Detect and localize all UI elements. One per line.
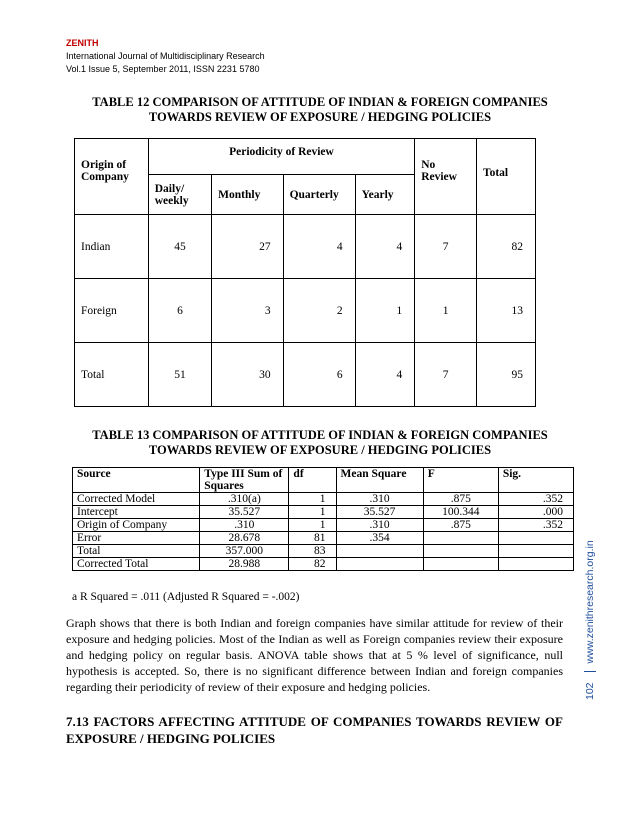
t13-cell-source: Error xyxy=(73,532,200,545)
t12-cell: 51 xyxy=(148,343,211,407)
t13-cell: .352 xyxy=(498,519,573,532)
t12-header-daily: Daily/ weekly xyxy=(148,175,211,215)
t12-cell: 95 xyxy=(476,343,535,407)
t13-header-ms: Mean Square xyxy=(336,468,423,493)
t12-cell: 4 xyxy=(355,343,415,407)
table-row xyxy=(73,506,574,519)
t13-cell: .352 xyxy=(498,493,573,506)
t13-cell: 1 xyxy=(289,519,336,532)
table-row xyxy=(75,279,536,343)
t13-cell: .000 xyxy=(498,506,573,519)
t12-cell: 6 xyxy=(283,343,355,407)
t12-cell: 30 xyxy=(212,343,283,407)
t12-cell: 45 xyxy=(148,215,211,279)
t13-cell: .310 xyxy=(336,493,423,506)
table13 xyxy=(72,467,574,571)
t12-cell-label: Total xyxy=(75,343,149,407)
journal-issue: Vol.1 Issue 5, September 2011, ISSN 2231 5780 xyxy=(66,64,260,74)
t12-cell: 2 xyxy=(283,279,355,343)
t13-cell xyxy=(423,558,498,571)
page-number: 102 xyxy=(584,671,596,700)
table12-title: TABLE 12 COMPARISON OF ATTITUDE OF INDIAN & FOREIGN COMPANIES TOWARDS REVIEW OF EXPOSURE / HEDGING POLICIES xyxy=(92,95,548,124)
t12-header-quarterly: Quarterly xyxy=(283,175,355,215)
table-row xyxy=(75,215,536,279)
t13-cell: 357.000 xyxy=(200,545,289,558)
t12-cell: 13 xyxy=(476,279,535,343)
t13-cell-source: Total xyxy=(73,545,200,558)
t13-cell: .875 xyxy=(423,493,498,506)
t12-cell-label: Indian xyxy=(75,215,149,279)
t13-cell: 35.527 xyxy=(336,506,423,519)
t13-cell-source: Intercept xyxy=(73,506,200,519)
t13-cell: 100.344 xyxy=(423,506,498,519)
section-heading: 7.13 FACTORS AFFECTING ATTITUDE OF COMPANIES TOWARDS REVIEW OF EXPOSURE / HEDGING POLICIES xyxy=(66,714,563,746)
t12-cell: 3 xyxy=(212,279,283,343)
t12-header-total: Total xyxy=(476,139,535,215)
table13-footnote: a R Squared = .011 (Adjusted R Squared = -.002) xyxy=(72,591,300,603)
t12-cell: 82 xyxy=(476,215,535,279)
table-row xyxy=(73,558,574,571)
t12-cell: 7 xyxy=(415,343,477,407)
t13-cell xyxy=(498,545,573,558)
t13-cell xyxy=(423,545,498,558)
t13-header-ss: Type III Sum of Squares xyxy=(200,468,289,493)
t13-cell xyxy=(498,558,573,571)
t13-header-df: df xyxy=(289,468,336,493)
table-row xyxy=(73,519,574,532)
t13-header-sig: Sig. xyxy=(498,468,573,493)
t12-cell: 1 xyxy=(415,279,477,343)
body-paragraph: Graph shows that there is both Indian and foreign companies have similar attitude for review of their exposure and hedging policies. Most of the Indian as well as Foreign companies review their exposure and hedging policy on regular basis. ANOVA table shows that at 5 % level of significance, null hypothesis is accepted. So, there is no significant difference between Indian and foreign companies regarding their periodicity of review of their exposure and hedging policies. xyxy=(66,616,563,694)
table12 xyxy=(74,138,536,407)
t12-header-monthly: Monthly xyxy=(212,175,283,215)
journal-subtitle: International Journal of Multidisciplinary Research xyxy=(66,51,265,61)
t12-header-yearly: Yearly xyxy=(355,175,415,215)
t13-cell xyxy=(336,558,423,571)
t13-cell-source: Origin of Company xyxy=(73,519,200,532)
t12-cell: 4 xyxy=(283,215,355,279)
t13-header-f: F xyxy=(423,468,498,493)
t13-cell: .310 xyxy=(336,519,423,532)
t13-cell: .875 xyxy=(423,519,498,532)
t13-cell: 81 xyxy=(289,532,336,545)
t12-header-periodicity: Periodicity of Review xyxy=(148,139,414,175)
t12-cell: 6 xyxy=(148,279,211,343)
t13-cell: 83 xyxy=(289,545,336,558)
t13-cell: 1 xyxy=(289,506,336,519)
t12-header-origin: Origin of Company xyxy=(75,139,149,215)
t13-cell: .354 xyxy=(336,532,423,545)
t13-cell-source: Corrected Model xyxy=(73,493,200,506)
t12-cell: 4 xyxy=(355,215,415,279)
table-row xyxy=(75,343,536,407)
t13-cell xyxy=(423,532,498,545)
t13-cell: 82 xyxy=(289,558,336,571)
table-row xyxy=(73,545,574,558)
t13-cell: .310(a) xyxy=(200,493,289,506)
t12-cell-label: Foreign xyxy=(75,279,149,343)
t13-cell: .310 xyxy=(200,519,289,532)
t13-cell: 1 xyxy=(289,493,336,506)
t13-cell xyxy=(336,545,423,558)
page-sidebar xyxy=(584,540,638,700)
t13-cell xyxy=(498,532,573,545)
t13-cell: 28.988 xyxy=(200,558,289,571)
table-row xyxy=(73,532,574,545)
table-row xyxy=(73,493,574,506)
table13-title: TABLE 13 COMPARISON OF ATTITUDE OF INDIAN & FOREIGN COMPANIES TOWARDS REVIEW OF EXPOSURE / HEDGING POLICIES xyxy=(92,428,548,457)
t13-cell: 35.527 xyxy=(200,506,289,519)
t12-cell: 7 xyxy=(415,215,477,279)
journal-name: ZENITH xyxy=(66,38,99,48)
t12-cell: 1 xyxy=(355,279,415,343)
t12-header-noreview: No Review xyxy=(415,139,477,215)
t12-cell: 27 xyxy=(212,215,283,279)
t13-cell-source: Corrected Total xyxy=(73,558,200,571)
t13-header-source: Source xyxy=(73,468,200,493)
t13-cell: 28.678 xyxy=(200,532,289,545)
website-link[interactable]: www.zenithresearch.org.in xyxy=(584,540,596,664)
